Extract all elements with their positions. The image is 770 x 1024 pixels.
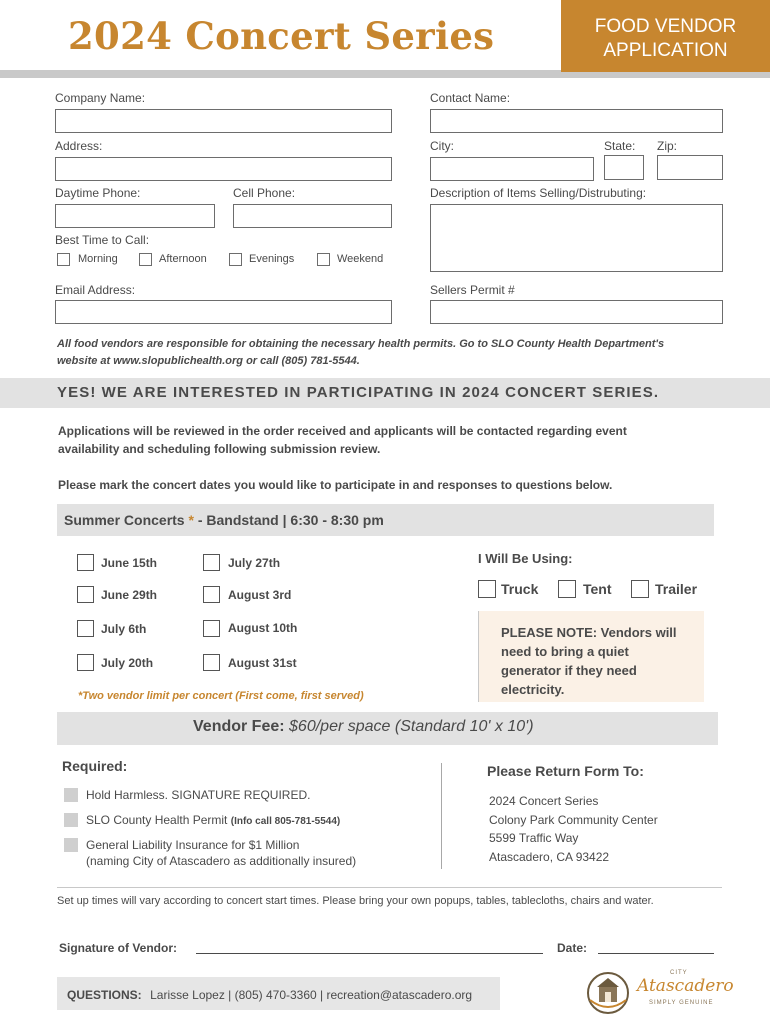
notice-line-2: website at www.slopublichealth.org or call (805) 781-5544. [57,355,360,367]
signature-label: Signature of Vendor: [59,941,178,955]
weekend-checkbox[interactable] [317,253,330,266]
evenings-label: Evenings [249,253,295,265]
date-label-july-27: July 27th [228,556,281,570]
trailer-label: Trailer [655,581,698,597]
contact-name-label: Contact Name: [430,91,511,105]
morning-label: Morning [78,253,118,265]
intro-line-2: availability and scheduling following submission review. [58,442,381,456]
zip-label: Zip: [657,139,678,153]
tent-label: Tent [583,581,612,597]
atascadero-logo [585,968,734,1018]
city-label: City: [430,139,454,153]
date-label-july-6: July 6th [101,622,147,636]
badge-line-1: FOOD VENDOR [594,16,737,37]
notice-line-1: All food vendors are responsible for obtaining the necessary health permits. Go to SLO County Health Department's [57,338,665,350]
company-name-label: Company Name: [55,91,146,105]
insurance-checkbox[interactable] [64,838,78,852]
tent-checkbox[interactable] [558,580,576,598]
state-label: State: [604,139,636,153]
vendor-fee-label: Vendor Fee: [193,718,285,735]
weekend-label: Weekend [337,253,384,265]
zip-field[interactable] [657,155,723,180]
cell-phone-field[interactable] [233,204,392,228]
generator-note-line-3: generator if they need [501,663,637,678]
address-field[interactable] [55,157,392,181]
required-heading: Required: [62,758,128,774]
date-label-august-31: August 31st [228,656,297,670]
intro-text [58,422,627,494]
health-permit-notice [57,336,664,370]
date-label-august-10: August 10th [228,621,298,635]
date-checkbox-july-27[interactable] [203,554,220,571]
return-line-2: Colony Park Community Center [489,812,658,827]
best-time-label: Best Time to Call: [55,233,150,247]
vendor-limit-note: *Two vendor limit per concert (First come, first served) [78,690,364,702]
health-permit-label [86,813,340,827]
generator-note-text [501,623,677,699]
date-checkbox-june-15[interactable] [77,554,94,571]
column-divider [441,763,442,869]
trailer-checkbox[interactable] [631,580,649,598]
signature-line[interactable] [196,953,543,954]
hold-harmless-checkbox[interactable] [64,788,78,802]
logo-name: Atascadero [637,976,734,996]
evenings-checkbox[interactable] [229,253,242,266]
health-permit-text: SLO County Health Permit [86,813,228,827]
generator-note-line-4: electricity. [501,682,565,697]
generator-note-line-2: need to bring a quiet [501,644,629,659]
return-line-3: 5599 Traffic Way [489,831,579,845]
return-line-4: Atascadero, CA 93422 [489,849,610,864]
return-address [489,792,658,866]
daytime-phone-label: Daytime Phone: [55,186,141,200]
afternoon-label: Afternoon [159,253,207,265]
setup-rule [57,887,722,888]
insurance-label [86,837,356,869]
intro-line-3: Please mark the concert dates you would like to participate in and responses to questions below. [58,478,613,492]
afternoon-checkbox[interactable] [139,253,152,266]
company-name-field[interactable] [55,109,392,133]
health-permit-info: (Info call 805-781-5544) [230,816,341,827]
address-label: Address: [55,139,103,153]
intro-line-1: Applications will be reviewed in the order received and applicants will be contacted regarding event [58,424,627,438]
date-label-august-3: August 3rd [228,588,292,602]
summer-concerts-title [64,512,384,528]
questions [67,986,472,1004]
morning-checkbox[interactable] [57,253,70,266]
date-label-june-15: June 15th [101,556,158,570]
date-checkbox-july-6[interactable] [77,620,94,637]
using-heading: I Will Be Using: [478,551,573,566]
city-seal-icon [585,970,631,1016]
date-checkbox-july-20[interactable] [77,654,94,671]
generator-note-line-1: PLEASE NOTE: Vendors will [501,625,677,640]
interest-banner-text: YES! WE ARE INTERESTED IN PARTICIPATING IN 2024 CONCERT SERIES. [57,384,660,401]
email-field[interactable] [55,300,392,324]
page-title: 2024 Concert Series [68,14,495,58]
cell-phone-label: Cell Phone: [233,186,296,200]
hold-harmless-label: Hold Harmless. SIGNATURE REQUIRED. [86,788,311,802]
required-star: * [188,512,194,528]
generator-note-box [478,611,704,702]
contact-name-field[interactable] [430,109,723,133]
date-checkbox-august-10[interactable] [203,620,220,637]
state-field[interactable] [604,155,644,180]
date-label-june-29: June 29th [101,588,158,602]
vendor-fee [193,718,534,736]
email-label: Email Address: [55,283,136,297]
insurance-line-1: General Liability Insurance for $1 Million [86,838,300,852]
city-field[interactable] [430,157,594,181]
questions-contact: Larisse Lopez | (805) 470-3360 | recreation@atascadero.org [150,988,473,1002]
sellers-permit-field[interactable] [430,300,723,324]
summer-title-part-b: - Bandstand | 6:30 - 8:30 pm [193,512,384,528]
questions-label: QUESTIONS: [67,988,142,1002]
date-line[interactable] [598,953,714,954]
summer-title-part-a: Summer Concerts [64,512,189,528]
sellers-permit-label: Sellers Permit # [430,283,515,297]
vendor-fee-value: $60/per space (Standard 10' x 10') [289,718,534,735]
logo-tagline: SIMPLY GENUINE [649,1000,714,1006]
insurance-line-2: (naming City of Atascadero as additionally insured) [86,854,357,868]
setup-note: Set up times will vary according to concert start times. Please bring your own popups, tables, tablecloths, chairs and water. [57,895,654,907]
truck-label: Truck [501,581,539,597]
date-checkbox-august-3[interactable] [203,586,220,603]
date-label-july-20: July 20th [101,656,154,670]
description-field[interactable] [430,204,723,272]
return-line-1: 2024 Concert Series [489,794,599,808]
date-checkbox-june-29[interactable] [77,586,94,603]
truck-checkbox[interactable] [478,580,496,598]
return-heading: Please Return Form To: [487,763,644,779]
health-permit-checkbox[interactable] [64,813,78,827]
application-badge [561,0,770,72]
daytime-phone-field[interactable] [55,204,215,228]
date-checkbox-august-31[interactable] [203,654,220,671]
description-label: Description of Items Selling/Distrubuting: [430,186,647,200]
badge-line-2: APPLICATION [603,40,728,61]
logo-city-text: CITY [670,970,688,976]
date-label: Date: [557,941,588,955]
